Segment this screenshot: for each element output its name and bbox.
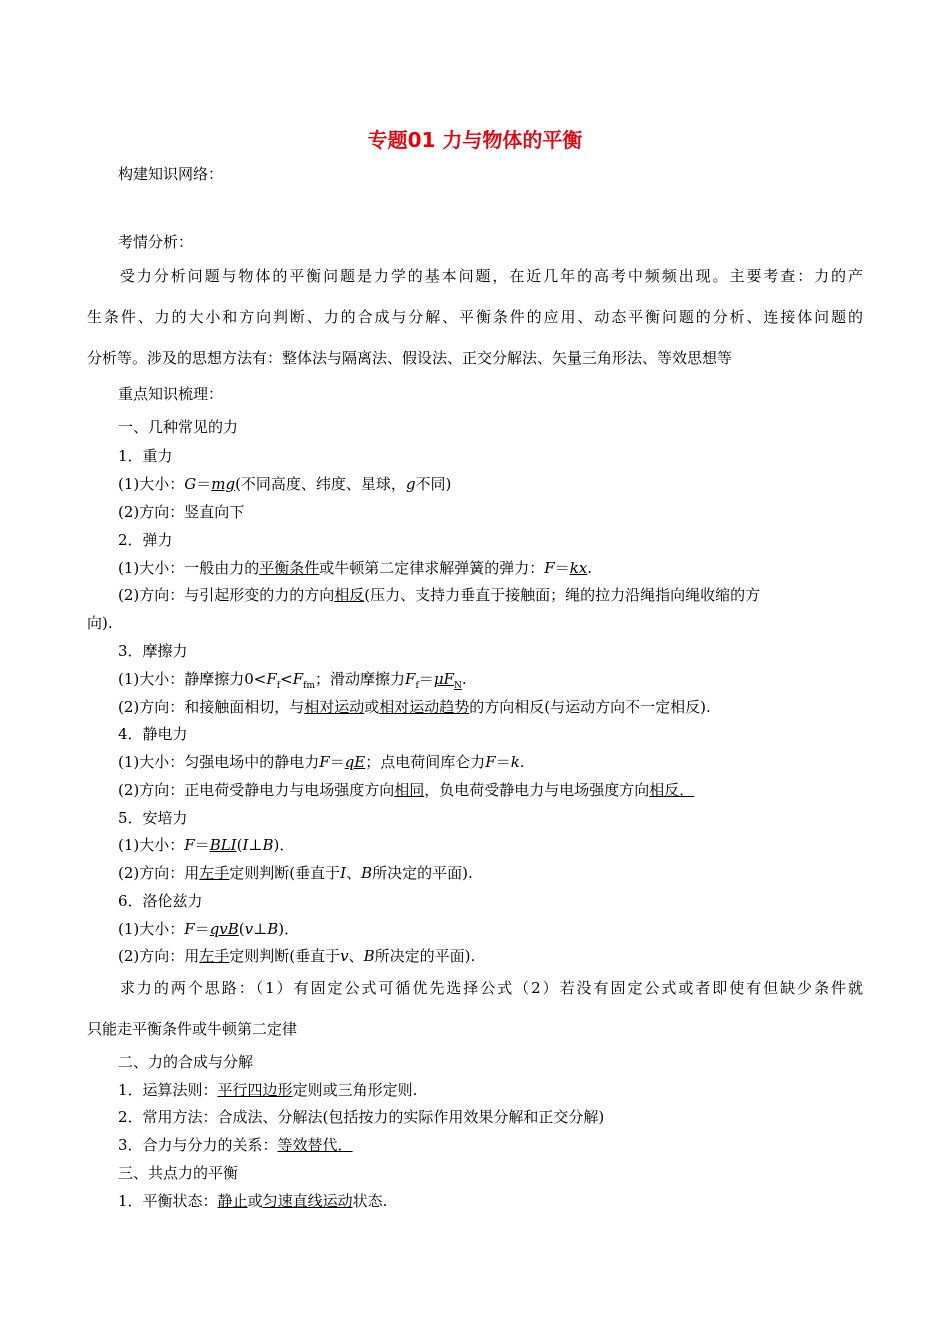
exam-line-1: 受力分析问题与物体的平衡问题是力学的基本问题，在近几年的高考中频频出现。主要考查：力的产 [118,267,863,285]
friction-size: (1)大小：静摩擦力$0<F_f<F_{fm}$；滑动摩擦力$F_f=\mu F_N$. [118,670,467,691]
section-1-heading: 一、几种常见的力 [118,418,239,436]
key-label: 重点知识梳理： [118,385,224,403]
section-2-heading: 二、力的合成与分解 [118,1053,254,1071]
network-label: 构建知识网络： [118,165,224,183]
lorentz-size: (1)大小：F＝qvB(v⊥B)． [118,920,300,938]
exam-line-3: 分析等。涉及的思想方法有：整体法与隔离法、假设法、正交分解法、矢量三角形法、等效思想等 [87,349,733,367]
electrostatic-heading: 4．静电力 [118,725,188,743]
composition-rule: 1．运算法则：平行四边形定则或三角形定则. [118,1081,418,1099]
lorentz-direction: (2)方向：用左手定则判断(垂直于v、B所决定的平面). [118,947,476,965]
method-line-2: 只能走平衡条件或牛顿第二定律 [87,1020,298,1038]
electrostatic-size: (1)大小：匀强电场中的静电力F＝qE；点电荷间库仑力F＝k. [118,753,525,771]
gravity-heading: 1．重力 [118,447,173,465]
gravity-size: (1)大小：G＝mg(不同高度、纬度、星球，g不同) [118,475,452,493]
electrostatic-direction: (2)方向：正电荷受静电力与电场强度方向相同，负电荷受静电力与电场强度方向相反． [118,781,695,799]
exam-label: 考情分析： [118,233,194,251]
exam-paragraph [87,256,863,379]
method-line-1: 求力的两个思路：（1）有固定公式可循优先选择公式（2）若没有固定公式或者即使有但缺少条件就 [118,979,863,997]
gravity-direction: (2)方向：竖直向下 [118,503,245,521]
equilibrium-state: 1．平衡状态：静止或匀速直线运动状态. [118,1192,388,1210]
exam-line-2: 生条件、力的大小和方向判断、力的合成与分解、平衡条件的应用、动态平衡问题的分析、连接体问题的 [87,308,863,326]
elastic-heading: 2．弹力 [118,531,173,549]
friction-heading: 3．摩擦力 [118,642,188,660]
ampere-heading: 5．安培力 [118,809,188,827]
friction-direction: (2)方向：和接触面相切，与相对运动或相对运动趋势的方向相反(与运动方向不一定相反). [118,698,711,716]
page-title: 专题01 力与物体的平衡 [367,128,583,152]
method-paragraph [87,968,863,1050]
lorentz-heading: 6．洛伦兹力 [118,892,203,910]
composition-methods: 2．常用方法：合成法、分解法(包括按力的实际作用效果分解和正交分解) [118,1108,605,1126]
ampere-size: (1)大小：F＝BLI(I⊥B)． [118,836,295,854]
elastic-direction-cont: 向). [87,614,113,632]
ampere-direction: (2)方向：用左手定则判断(垂直于I、B所决定的平面). [118,864,473,882]
elastic-direction: (2)方向：与引起形变的力的方向相反(压力、支持力垂直于接触面；绳的拉力沿绳指向绳收缩的方 [118,586,761,604]
composition-relation: 3．合力与分力的关系：等效替代． [118,1136,353,1154]
section-3-heading: 三、共点力的平衡 [118,1164,239,1182]
elastic-size: (1)大小：一般由力的平衡条件或牛顿第二定律求解弹簧的弹力：F＝kx. [118,559,593,577]
